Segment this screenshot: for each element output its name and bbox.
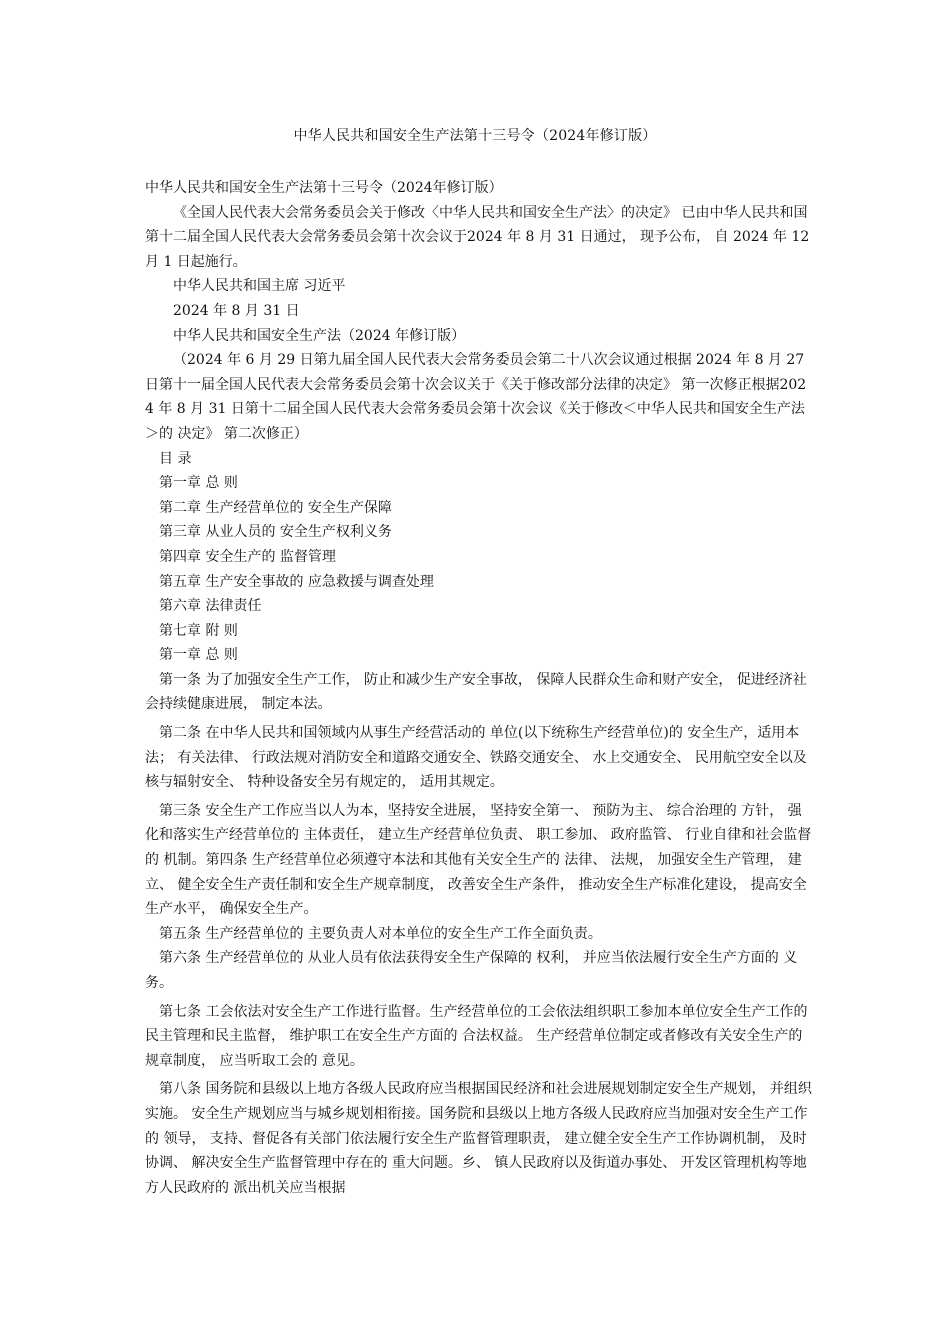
article-paragraph: 第七条 工会依法对安全生产工作进行监督。生产经营单位的工会依法组织职工参加本单位安全生产工作的民主管理和民主监督， 维护职工在安全生产方面的 合法权益。 生产经营单位制定或者修改有关安全生产的 规章制度， 应当听取工会的 意见。: [145, 1003, 808, 1069]
article-paragraph: 第五条 生产经营单位的 主要负责人对本单位的安全生产工作全面负责。: [159, 925, 602, 942]
toc-item: 第三章 从业人员的 安全生产权利义务: [159, 524, 392, 541]
document-body: [145, 176, 815, 1200]
article-paragraph: 第一条 为了加强安全生产工作， 防止和减少生产安全事故， 保障人民群众生命和财产安全， 促进经济社会持续健康进展， 制定本法。: [145, 671, 807, 713]
chapter-heading: 第一章 总 则: [159, 647, 238, 664]
toc-item: 第一章 总 则: [159, 475, 238, 492]
article-paragraph: 第八条 国务院和县级以上地方各级人民政府应当根据国民经济和社会进展规划制定安全生产规划， 并组织实施。 安全生产规划应当与城乡规划相衔接。国务院和县级以上地方各级人民政府应当加强对安全生产工作的 领导， 支持、督促各有关部门依法履行安全生产监督管理职责， 建立健全安全生产工作协调机制， 及时协调、 解决安全生产监督管理中存在的 重大问题。乡、 镇人民政府以及街道办事处、 开发区管理机构等地方人民政府的 派出机关应当根据: [145, 1081, 812, 1196]
article-paragraph: 第二条 在中华人民共和国领域内从事生产经营活动的 单位(以下统称生产经营单位)的 安全生产，适用本法； 有关法律、 行政法规对消防安全和道路交通安全、铁路交通安全、 水上交通安全、 民用航空安全以及核与辐射安全、 特种设备安全另有规定的， 适用其规定。: [145, 725, 807, 791]
paragraph-history: （2024 年 6 月 29 日第九届全国人民代表大会常务委员会第二十八次会议通过根据 2024 年 8 月 27 日第十一届全国人民代表大会常务委员会第十次会议关于《关于修改部分法律的决定》 第一次修正根据2024 年 8 月 31 日第十二届全国人民代表大会常务委员会第十次会议《关于修改＜中华人民共和国安全生产法＞的 决定》 第二次修正）: [145, 352, 807, 442]
toc-item: 第五章 生产安全事故的 应急救援与调查处理: [159, 573, 434, 590]
article-paragraph: 第六条 生产经营单位的 从业人员有依法获得安全生产保障的 权利， 并应当依法履行安全生产方面的 义务。: [145, 950, 798, 991]
paragraph-decision: 《全国人民代表大会常务委员会关于修改〈中华人民共和国安全生产法〉的决定》 已由中华人民共和国第十二届全国人民代表大会常务委员会第十次会议于2024 年 8 月 31 日通过， 现予公布， 自 2024 年 12 月 1 日起施行。: [145, 204, 810, 270]
toc-item: 第四章 安全生产的 监督管理: [159, 548, 336, 565]
paragraph-law-title: 中华人民共和国安全生产法（2024 年修订版）: [173, 327, 466, 344]
toc-item: 第二章 生产经营单位的 安全生产保障: [159, 499, 392, 516]
toc-item: 第七章 附 则: [159, 622, 238, 639]
article-paragraph: 第三条 安全生产工作应当以人为本，坚持安全进展， 坚持安全第一、 预防为主、 综合治理的 方针， 强化和落实生产经营单位的 主体责任， 建立生产经营单位负责、 职工参加、 政府监管、 行业自律和社会监督的 机制。第四条 生产经营单位必须遵守本法和其他有关安全生产的 法律、 法规， 加强安全生产管理， 建立、 健全安全生产责任制和安全生产规章制度， 改善安全生产条件， 推动安全生产标准化建设， 提高安全生产水平， 确保安全生产。: [145, 802, 812, 918]
paragraph-heading: 中华人民共和国安全生产法第十三号令（2024年修订版）: [145, 180, 503, 196]
document-title: 中华人民共和国安全生产法第十三号令（2024年修订版）: [293, 128, 657, 144]
toc-heading: 目 录: [159, 450, 192, 467]
toc-item: 第六章 法律责任: [159, 598, 262, 615]
paragraph-president: 中华人民共和国主席 习近平: [173, 278, 346, 295]
paragraph-date: 2024 年 8 月 31 日: [173, 302, 300, 319]
